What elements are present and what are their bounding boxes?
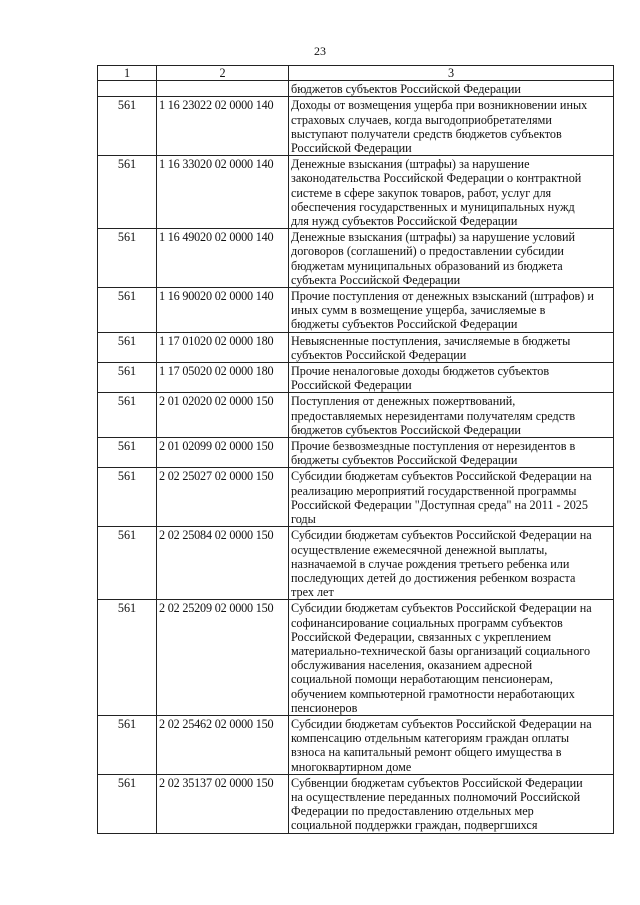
- revenue-description-cell: Субсидии бюджетам субъектов Российской Федерации на компенсацию отдельным категориям граждан оплаты взноса на капитальный ремонт общего имущества в многоквартирном доме: [289, 715, 614, 774]
- revenue-description-cell: Субсидии бюджетам субъектов Российской Федерации на осуществление ежемесячной денежной выплаты, назначаемой в случае рождения третьего ребенка или последующих детей до достижения ребенком возраста трех лет: [289, 527, 614, 600]
- page-number: 23: [314, 44, 326, 58]
- revenue-description-cell: Прочие поступления от денежных взысканий (штрафов) и иных сумм в возмещение ущерба, зачисляемые в бюджеты субъектов Российской Федерации: [289, 288, 614, 333]
- revenue-description-cell: Поступления от денежных пожертвований, предоставляемых нерезидентами получателям средств бюджетов субъектов Российской Федерации: [289, 393, 614, 438]
- revenue-code-cell: 2 01 02099 02 0000 150: [157, 438, 289, 468]
- admin-code-cell: 561: [98, 156, 157, 229]
- admin-code-cell: 561: [98, 393, 157, 438]
- table-row: [98, 97, 614, 156]
- header-col-2: 2: [157, 66, 289, 81]
- table-row: [98, 81, 614, 97]
- table-row: [98, 468, 614, 527]
- table-row: [98, 715, 614, 774]
- table-row: [98, 600, 614, 716]
- revenue-codes-table: [97, 65, 614, 834]
- table-row: [98, 332, 614, 362]
- revenue-description-cell: бюджетов субъектов Российской Федерации: [289, 81, 614, 97]
- revenue-description-cell: Невыясненные поступления, зачисляемые в бюджеты субъектов Российской Федерации: [289, 332, 614, 362]
- header-col-3: 3: [289, 66, 614, 81]
- admin-code-cell: 561: [98, 229, 157, 288]
- revenue-description-cell: Денежные взыскания (штрафы) за нарушение условий договоров (соглашений) о предоставлении субсидии бюджетам муниципальных образований из бюджета субъекта Российской Федерации: [289, 229, 614, 288]
- revenue-code-cell: 1 16 90020 02 0000 140: [157, 288, 289, 333]
- revenue-code-cell: 2 02 25462 02 0000 150: [157, 715, 289, 774]
- revenue-code-cell: 1 16 33020 02 0000 140: [157, 156, 289, 229]
- revenue-code-cell: 1 17 05020 02 0000 180: [157, 363, 289, 393]
- table-row: [98, 438, 614, 468]
- revenue-code-cell: 2 01 02020 02 0000 150: [157, 393, 289, 438]
- table-header-row: [98, 66, 614, 81]
- table-row: [98, 156, 614, 229]
- admin-code-cell: 561: [98, 715, 157, 774]
- admin-code-cell: 561: [98, 332, 157, 362]
- revenue-description-cell: Прочие неналоговые доходы бюджетов субъектов Российской Федерации: [289, 363, 614, 393]
- table-row: [98, 774, 614, 833]
- revenue-description-cell: Доходы от возмещения ущерба при возникновении иных страховых случаев, когда выгодоприобретателями выступают получатели средств бюджетов субъектов Российской Федерации: [289, 97, 614, 156]
- admin-code-cell: 561: [98, 600, 157, 716]
- table-row: [98, 288, 614, 333]
- admin-code-cell: 561: [98, 527, 157, 600]
- table-row: [98, 229, 614, 288]
- revenue-description-cell: Денежные взыскания (штрафы) за нарушение законодательства Российской Федерации о контрактной системе в сфере закупок товаров, работ, услуг для обеспечения государственных и муниципальных нужд для нужд субъектов Российской Федерации: [289, 156, 614, 229]
- revenue-code-cell: [157, 81, 289, 97]
- revenue-description-cell: Прочие безвозмездные поступления от нерезидентов в бюджеты субъектов Российской Федерации: [289, 438, 614, 468]
- admin-code-cell: 561: [98, 97, 157, 156]
- admin-code-cell: [98, 81, 157, 97]
- table-row: [98, 363, 614, 393]
- admin-code-cell: 561: [98, 774, 157, 833]
- revenue-code-cell: 2 02 35137 02 0000 150: [157, 774, 289, 833]
- table-row: [98, 393, 614, 438]
- revenue-code-cell: 2 02 25209 02 0000 150: [157, 600, 289, 716]
- table-row: [98, 527, 614, 600]
- revenue-description-cell: Субсидии бюджетам субъектов Российской Федерации на реализацию мероприятий государственной программы Российской Федерации "Доступная среда" на 2011 - 2025 годы: [289, 468, 614, 527]
- admin-code-cell: 561: [98, 363, 157, 393]
- admin-code-cell: 561: [98, 288, 157, 333]
- revenue-code-cell: 1 16 49020 02 0000 140: [157, 229, 289, 288]
- admin-code-cell: 561: [98, 468, 157, 527]
- revenue-description-cell: Субсидии бюджетам субъектов Российской Федерации на софинансирование социальных программ субъектов Российской Федерации, связанных с укреплением материально-технической базы организаций социального обслуживания населения, оказанием адресной социальной помощи неработающим пенсионерам, обучением компьютерной грамотности неработающих пенсионеров: [289, 600, 614, 716]
- revenue-description-cell: Субвенции бюджетам субъектов Российской Федерации на осуществление переданных полномочий Российской Федерации по предоставлению отдельных мер социальной поддержки граждан, подвергшихся: [289, 774, 614, 833]
- header-col-1: 1: [98, 66, 157, 81]
- revenue-code-cell: 2 02 25084 02 0000 150: [157, 527, 289, 600]
- admin-code-cell: 561: [98, 438, 157, 468]
- revenue-code-cell: 1 17 01020 02 0000 180: [157, 332, 289, 362]
- revenue-code-cell: 1 16 23022 02 0000 140: [157, 97, 289, 156]
- revenue-code-cell: 2 02 25027 02 0000 150: [157, 468, 289, 527]
